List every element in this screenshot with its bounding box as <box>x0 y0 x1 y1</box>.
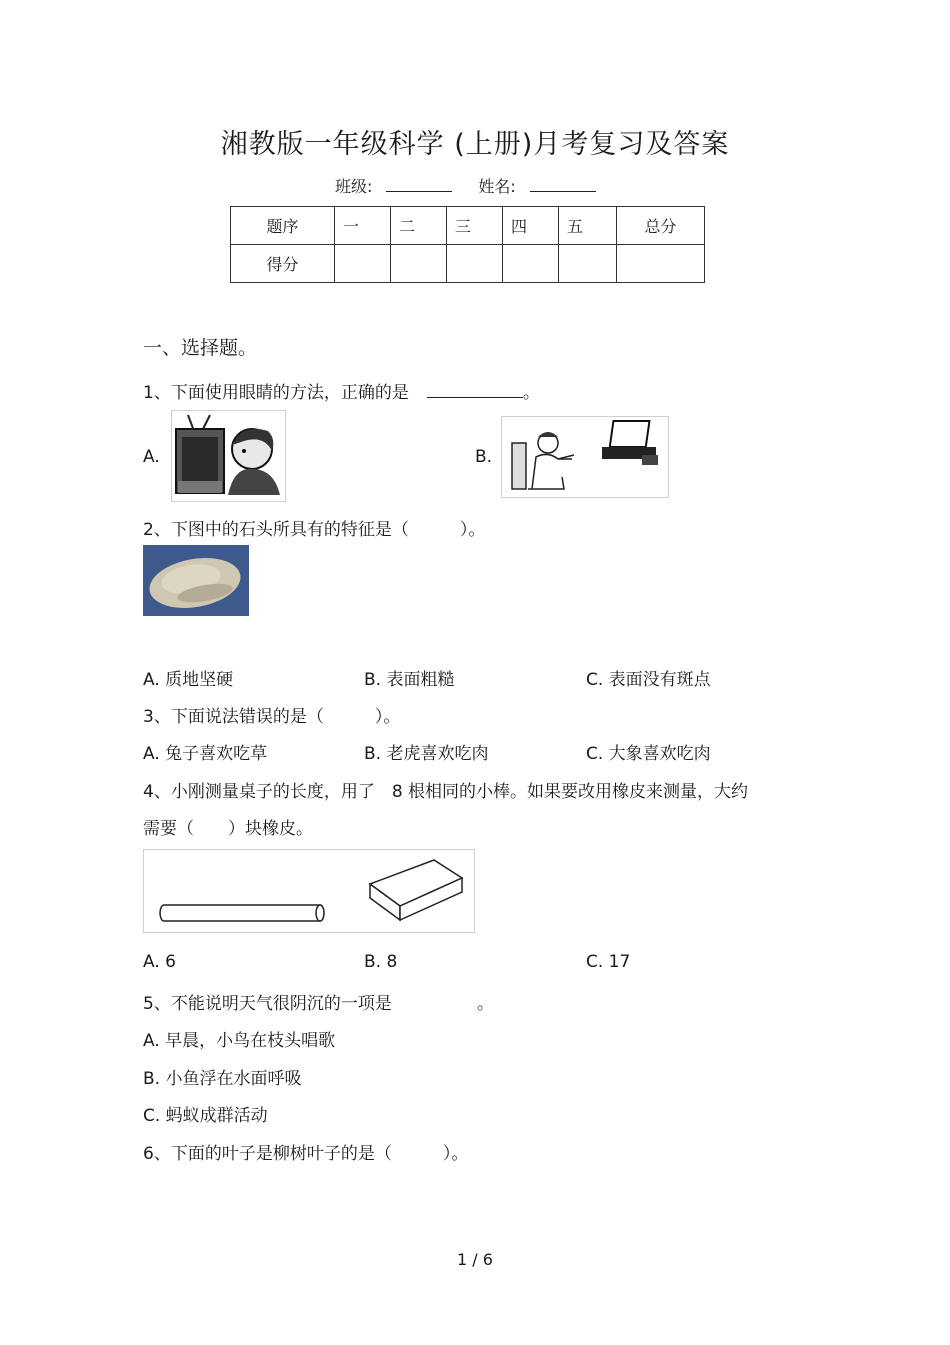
stick-and-eraser-image <box>143 849 475 933</box>
page-number: 1 / 6 <box>457 1250 493 1269</box>
table-row-label: 得分 <box>231 245 335 283</box>
q2-option-c: C. 表面没有斑点 <box>586 670 711 690</box>
score-cell <box>391 245 447 283</box>
tv-too-close-illustration <box>172 411 285 501</box>
question-5: 5、不能说明天气很阴沉的一项是 。 <box>143 994 494 1014</box>
question-3: 3、下面说法错误的是（ ）。 <box>143 707 401 727</box>
tv-too-close-image <box>171 410 286 502</box>
table-header-cell: 总分 <box>617 207 705 245</box>
stick-and-eraser-illustration <box>144 850 474 932</box>
question-1-text: 1、下面使用眼睛的方法，正确的是 <box>143 383 409 403</box>
class-label: 班级: <box>335 177 373 196</box>
table-header-cell: 一 <box>335 207 391 245</box>
q2-option-a: A. 质地坚硬 <box>143 670 234 690</box>
q4-option-a: A. 6 <box>143 952 176 972</box>
q5-option-a: A. 早晨，小鸟在枝头唱歌 <box>143 1031 336 1051</box>
table-header-cell: 三 <box>447 207 503 245</box>
score-cell <box>503 245 559 283</box>
name-blank <box>530 177 596 192</box>
section-heading: 一、选择题。 <box>143 337 258 359</box>
option-b-label: B. <box>475 447 493 467</box>
stone-illustration <box>143 545 249 616</box>
page-title: 湘教版一年级科学 (上册)月考复习及答案 <box>220 129 730 160</box>
student-info <box>335 174 622 197</box>
q3-option-b: B. 老虎喜欢吃肉 <box>364 744 489 764</box>
q5-option-c: C. 蚂蚁成群活动 <box>143 1106 268 1126</box>
q5-option-b: B. 小鱼浮在水面呼吸 <box>143 1069 302 1089</box>
question-2: 2、下图中的石头所具有的特征是（ ）。 <box>143 520 486 540</box>
table-header-cell: 二 <box>391 207 447 245</box>
score-table <box>230 206 705 283</box>
score-cell <box>617 245 705 283</box>
table-header-cell: 题序 <box>231 207 335 245</box>
score-cell <box>335 245 391 283</box>
question-6: 6、下面的叶子是柳树叶子的是（ ）。 <box>143 1144 469 1164</box>
score-table-header-row <box>231 207 705 245</box>
question-1 <box>143 378 540 403</box>
question-4-line1: 4、小刚测量桌子的长度，用了 8 根相同的小棒。如果要改用橡皮来测量，大约 <box>143 782 749 802</box>
proper-distance-image <box>501 416 669 498</box>
table-header-cell: 四 <box>503 207 559 245</box>
stone-image <box>143 545 249 616</box>
class-blank <box>386 177 452 192</box>
q2-option-b: B. 表面粗糙 <box>364 670 455 690</box>
answer-blank <box>427 382 523 398</box>
table-header-cell: 五 <box>559 207 617 245</box>
q3-option-a: A. 兔子喜欢吃草 <box>143 744 268 764</box>
question-4-line2: 需要（ ）块橡皮。 <box>143 819 313 839</box>
proper-distance-illustration <box>502 417 668 497</box>
option-a-label: A. <box>143 447 160 467</box>
name-label: 姓名: <box>478 177 516 196</box>
score-cell <box>447 245 503 283</box>
score-cell <box>559 245 617 283</box>
q4-option-b: B. 8 <box>364 952 398 972</box>
q4-option-c: C. 17 <box>586 952 631 972</box>
q3-option-c: C. 大象喜欢吃肉 <box>586 744 711 764</box>
score-table-score-row <box>231 245 705 283</box>
question-1-end: 。 <box>522 383 540 403</box>
